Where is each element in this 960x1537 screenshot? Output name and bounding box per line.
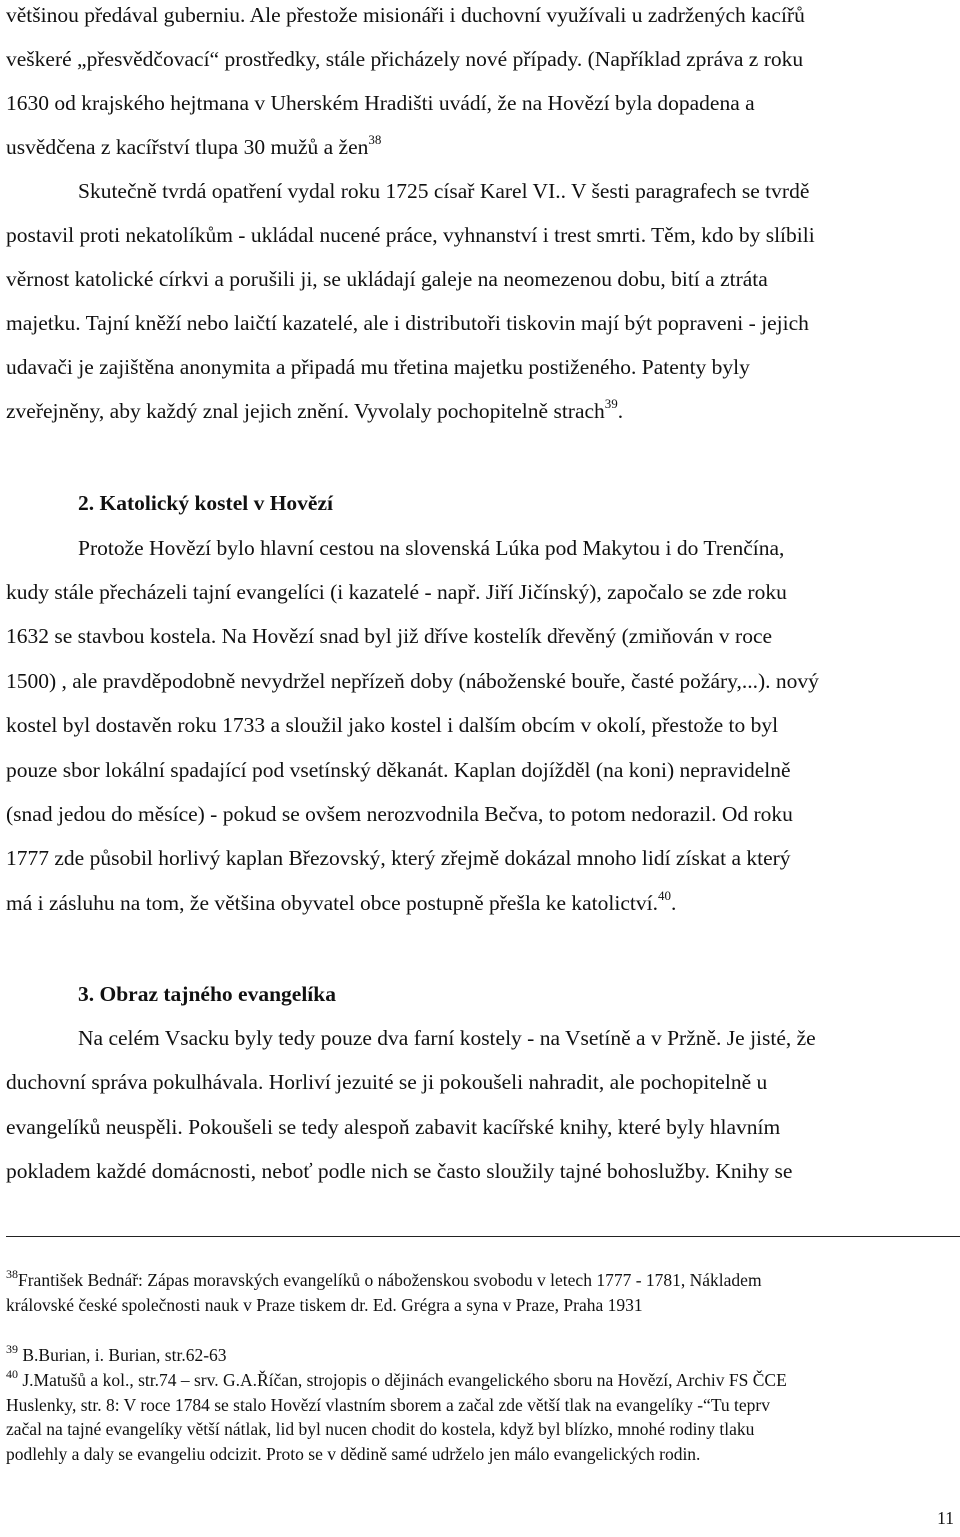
footnote-ref: 39 bbox=[604, 395, 618, 411]
body-line: (snad jedou do měsíce) - pokud se ovšem nerozvodnila Bečva, to potom nedorazil. Od roku bbox=[6, 802, 793, 826]
footnote-line bbox=[6, 1344, 227, 1366]
body-line: duchovní správa pokulhávala. Horliví jezuité se ji pokoušeli nahradit, ale pochopitelně u bbox=[6, 1070, 768, 1094]
body-text: má i zásluhu na tom, že většina obyvatel obce postupně přešla ke katolictví. bbox=[6, 891, 658, 915]
body-text: usvědčena z kacířství tlupa 30 mužů a žen bbox=[6, 135, 369, 159]
footnote-text: B.Burian, i. Burian, str.62-63 bbox=[18, 1345, 227, 1365]
body-line: kostel byl dostavěn roku 1733 a sloužil jako kostel i dalším obcím v okolí, přestože to byl bbox=[6, 713, 779, 737]
footnote-separator bbox=[6, 1236, 960, 1237]
section-heading bbox=[78, 490, 333, 516]
body-line: majetku. Tajní kněží nebo laičtí kazatelé, ale i distributoři tiskovin mají být popraveni - jejich bbox=[6, 311, 809, 335]
footnote-mark: 40 bbox=[6, 1367, 18, 1382]
body-line bbox=[6, 887, 677, 916]
body-line: Protože Hovězí bylo hlavní cestou na slovenská Lúka pod Makytou i do Trenčína, bbox=[78, 536, 785, 560]
footnote-line bbox=[6, 1269, 762, 1291]
footnote-ref: 40 bbox=[657, 887, 671, 903]
footnote-line: podlehly a daly se evangeliu odcizit. Proto se v dědině samé udrželo jen málo evangelických rodin. bbox=[6, 1444, 701, 1464]
body-text: zveřejněny, aby každý znal jejich znění. Vyvolaly pochopitelně strach bbox=[6, 399, 605, 423]
page-number: 11 bbox=[937, 1508, 954, 1528]
body-line: Na celém Vsacku byly tedy pouze dva farní kostely - na Vsetíně a v Pržně. Je jisté, že bbox=[78, 1026, 816, 1050]
body-line: většinou předával guberniu. Ale přestože misionáři i duchovní využívali u zadržených kacířů bbox=[6, 3, 805, 27]
body-line: veškeré „přesvědčovací“ prostředky, stále přicházely nové případy. (Například zpráva z roku bbox=[6, 47, 804, 71]
body-line: pokladem každé domácnosti, neboť podle nich se často sloužily tajné bohoslužby. Knihy se bbox=[6, 1159, 793, 1183]
section-number: 2. bbox=[78, 491, 95, 515]
section-number: 3. bbox=[78, 982, 95, 1006]
footnote-line: začal na tajné evangelíky větší nátlak, lid byl nucen chodit do kostela, když byl blízko, mnohé rodiny tlaku bbox=[6, 1419, 755, 1439]
footnote-mark: 38 bbox=[6, 1267, 18, 1282]
body-text: . bbox=[617, 399, 624, 423]
footnote-text: J.Matušů a kol., str.74 – srv. G.A.Říčan, strojopis o dějinách evangelického sboru na Hovězí, Archiv FS ČCE bbox=[18, 1370, 787, 1390]
body-line: 1500) , ale pravděpodobně nevydržel nepřízeň doby (náboženské bouře, časté požáry,...). nový bbox=[6, 669, 819, 693]
section-title: Katolický kostel v Hovězí bbox=[99, 491, 333, 515]
body-line: 1777 zde působil horlivý kaplan Březovský, který zřejmě dokázal mnoho lidí získat a který bbox=[6, 846, 791, 870]
footnote-line bbox=[6, 1369, 787, 1391]
body-line: evangelíků neuspěli. Pokoušeli se tedy alespoň zabavit kacířské knihy, které byly hlavním bbox=[6, 1115, 781, 1139]
section-heading bbox=[78, 981, 336, 1007]
footnote-ref: 38 bbox=[368, 131, 382, 147]
body-line: kudy stále přecházeli tajní evangelíci (i kazatelé - např. Jiří Jičínský), započalo se zde roku bbox=[6, 580, 787, 604]
body-line: postavil proti nekatolíkům - ukládal nucené práce, vyhnanství i trest smrti. Těm, kdo by slíbili bbox=[6, 223, 815, 247]
body-text: . bbox=[670, 891, 677, 915]
body-line: věrnost katolické církvi a porušili ji, se ukládají galeje na neomezenou dobu, bití a ztráta bbox=[6, 267, 768, 291]
footnote-mark: 39 bbox=[6, 1342, 18, 1357]
body-line: 1632 se stavbou kostela. Na Hovězí snad byl již dříve kostelík dřevěný (zmiňován v roce bbox=[6, 624, 773, 648]
body-line: 1630 od krajského hejtmana v Uherském Hradišti uvádí, že na Hovězí byla dopadena a bbox=[6, 91, 755, 115]
footnote-line: královské české společnosti nauk v Praze tiskem dr. Ed. Grégra a syna v Praze, Praha 1931 bbox=[6, 1295, 643, 1315]
body-line: pouze sbor lokální spadající pod vsetínský děkanát. Kaplan dojížděl (na koni) nepravidelně bbox=[6, 758, 791, 782]
body-line bbox=[6, 395, 624, 424]
section-title: Obraz tajného evangelíka bbox=[99, 982, 336, 1006]
body-line bbox=[6, 131, 382, 160]
footnote-text: František Bednář: Zápas moravských evangelíků o náboženskou svobodu v letech 1777 - 1781, Nákladem bbox=[18, 1270, 762, 1290]
footnote-line: Huslenky, str. 8: V roce 1784 se stalo Hovězí vlastním sborem a začal zde větší tlak na evangelíky -“Tu teprv bbox=[6, 1395, 770, 1415]
body-line: Skutečně tvrdá opatření vydal roku 1725 císař Karel VI.. V šesti paragrafech se tvrdě bbox=[78, 179, 810, 203]
body-line: udavači je zajištěna anonymita a připadá mu třetina majetku postiženého. Patenty byly bbox=[6, 355, 750, 379]
